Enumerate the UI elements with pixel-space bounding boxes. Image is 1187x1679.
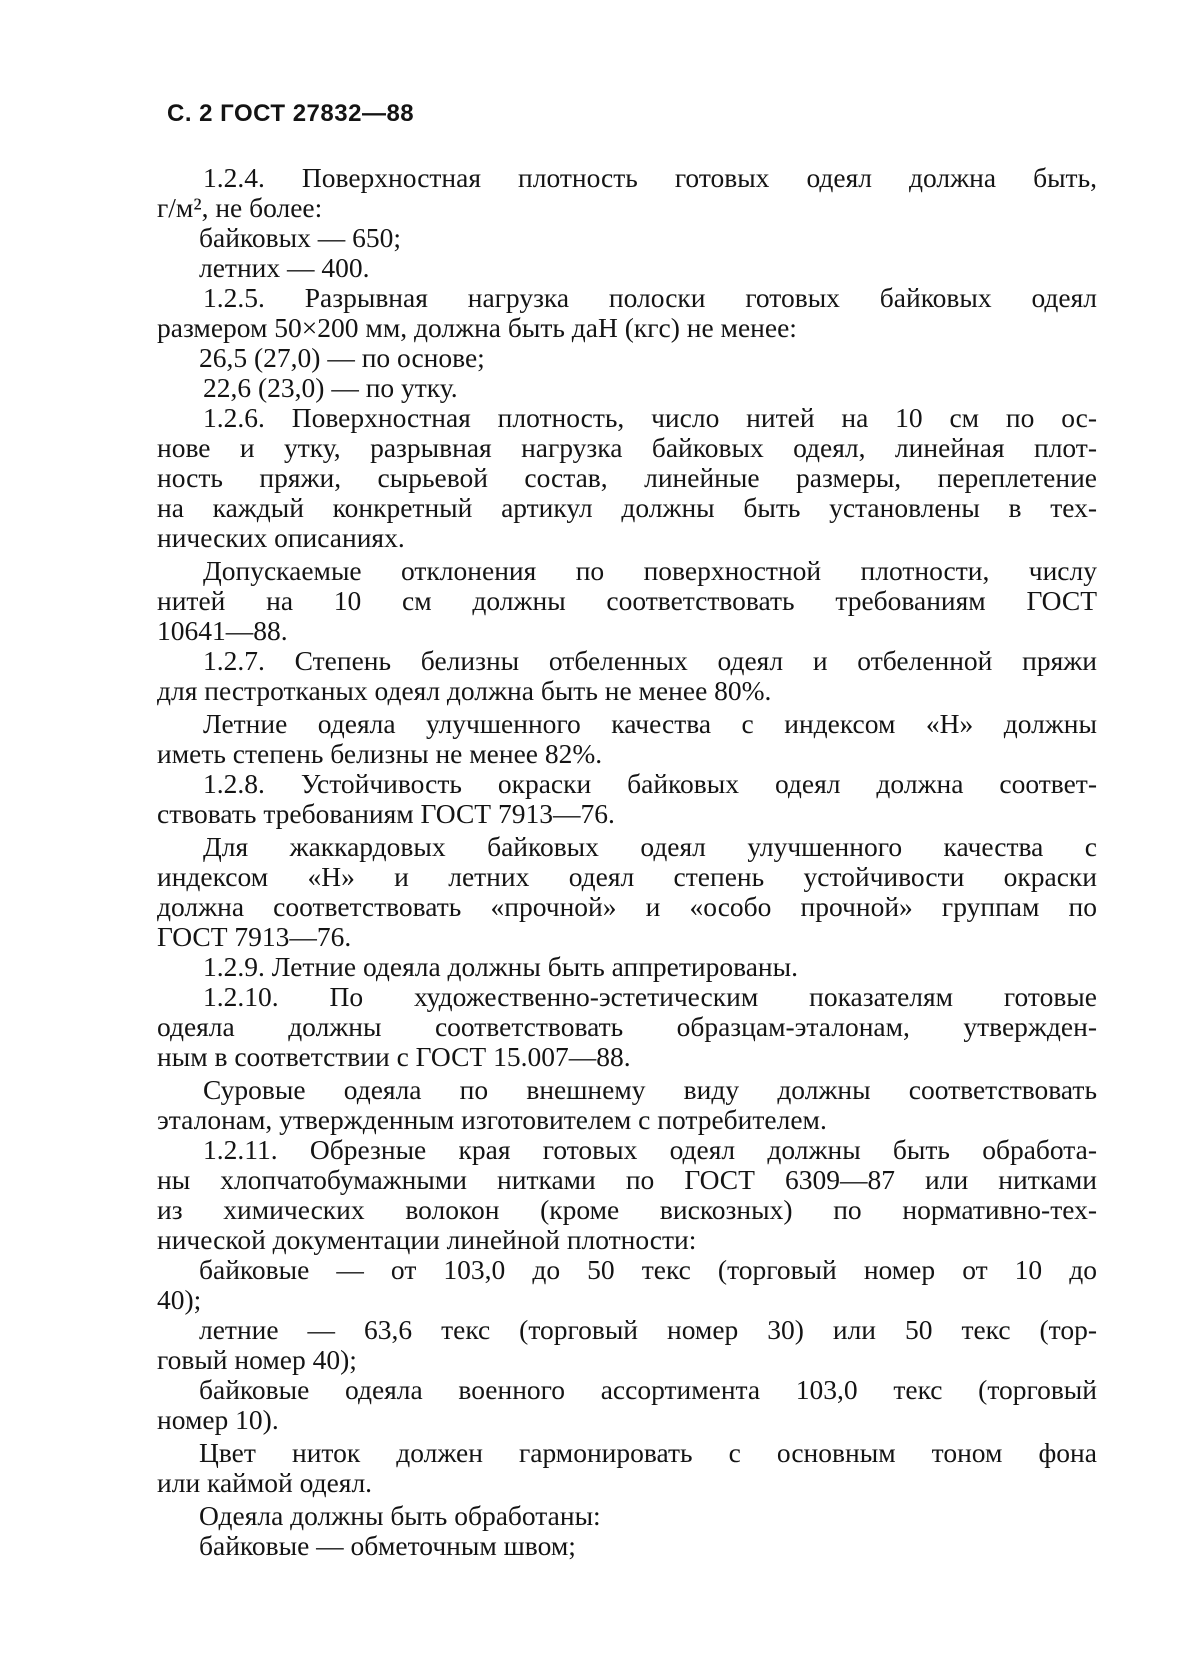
text-line: говый номер 40); bbox=[157, 1345, 357, 1375]
text-line: номер 10). bbox=[157, 1405, 279, 1435]
document-body bbox=[157, 163, 1097, 1561]
text-line: эталонам, утвержденным изготовителем с потребителем. bbox=[157, 1105, 827, 1135]
text-line: иметь степень белизны не менее 82%. bbox=[157, 739, 603, 769]
text-line: нове и утку, разрывная нагрузка байковых одеял, линейная плот- bbox=[157, 433, 1097, 463]
text-line: г/м², не более: bbox=[157, 193, 323, 223]
text-line: для пестротканых одеял должна быть не менее 80%. bbox=[157, 676, 772, 706]
text-line: Одеяла должны быть обработаны: bbox=[199, 1501, 601, 1531]
text-line: или каймой одеял. bbox=[157, 1468, 373, 1498]
text-line: на каждый конкретный артикул должны быть установлены в тех- bbox=[157, 493, 1097, 523]
text-line: ны хлопчатобумажными нитками по ГОСТ 6309—87 или нитками bbox=[157, 1165, 1097, 1195]
text-line: нических описаниях. bbox=[157, 523, 405, 553]
text-line: 1.2.5. Разрывная нагрузка полоски готовых байковых одеял bbox=[203, 283, 1097, 313]
text-line: байковые — от 103,0 до 50 текс (торговый номер от 10 до bbox=[199, 1255, 1097, 1285]
text-line: летних — 400. bbox=[199, 253, 370, 283]
text-line: Допускаемые отклонения по поверхностной плотности, числу bbox=[203, 556, 1097, 586]
text-line: байковые одеяла военного ассортимента 103,0 текс (торговый bbox=[199, 1375, 1097, 1405]
text-line: должна соответствовать «прочной» и «особо прочной» группам по bbox=[157, 892, 1097, 922]
text-line: нитей на 10 см должны соответствовать требованиям ГОСТ bbox=[157, 586, 1097, 616]
page-header: С. 2 ГОСТ 27832—88 bbox=[167, 100, 415, 127]
text-line: индексом «Н» и летних одеял степень устойчивости окраски bbox=[157, 862, 1097, 892]
text-line: из химических волокон (кроме вискозных) по нормативно-тех- bbox=[157, 1195, 1097, 1225]
text-line: 1.2.6. Поверхностная плотность, число нитей на 10 см по ос- bbox=[203, 403, 1097, 433]
text-line: размером 50×200 мм, должна быть даН (кгс) не менее: bbox=[157, 313, 797, 343]
text-line: 22,6 (23,0) — по утку. bbox=[203, 373, 458, 403]
text-line: ным в соответствии с ГОСТ 15.007—88. bbox=[157, 1042, 631, 1072]
text-line: 1.2.4. Поверхностная плотность готовых одеял должна быть, bbox=[203, 163, 1097, 193]
text-line: байковые — обметочным швом; bbox=[199, 1531, 576, 1561]
text-line: Для жаккардовых байковых одеял улучшенного качества с bbox=[203, 832, 1097, 862]
text-line: Суровые одеяла по внешнему виду должны соответствовать bbox=[203, 1075, 1097, 1105]
text-line: байковых — 650; bbox=[199, 223, 401, 253]
text-line: нической документации линейной плотности: bbox=[157, 1225, 697, 1255]
text-line: 1.2.7. Степень белизны отбеленных одеял и отбеленной пряжи bbox=[203, 646, 1097, 676]
text-line: ствовать требованиям ГОСТ 7913—76. bbox=[157, 799, 615, 829]
text-line: 1.2.11. Обрезные края готовых одеял должны быть обработа- bbox=[203, 1135, 1097, 1165]
text-line: Цвет ниток должен гармонировать с основным тоном фона bbox=[199, 1438, 1097, 1468]
text-line: Летние одеяла улучшенного качества с индексом «Н» должны bbox=[203, 709, 1097, 739]
text-line: летние — 63,6 текс (торговый номер 30) или 50 текс (тор- bbox=[199, 1315, 1097, 1345]
text-line: 40); bbox=[157, 1285, 202, 1315]
text-line: 26,5 (27,0) — по основе; bbox=[199, 343, 485, 373]
text-line: ность пряжи, сырьевой состав, линейные размеры, переплетение bbox=[157, 463, 1097, 493]
text-line: одеяла должны соответствовать образцам-эталонам, утвержден- bbox=[157, 1012, 1097, 1042]
text-line: ГОСТ 7913—76. bbox=[157, 922, 352, 952]
text-line: 10641—88. bbox=[157, 616, 288, 646]
text-line: 1.2.8. Устойчивость окраски байковых одеял должна соответ- bbox=[203, 769, 1097, 799]
text-line: 1.2.9. Летние одеяла должны быть аппретированы. bbox=[203, 952, 798, 982]
text-line: 1.2.10. По художественно-эстетическим показателям готовые bbox=[203, 982, 1097, 1012]
